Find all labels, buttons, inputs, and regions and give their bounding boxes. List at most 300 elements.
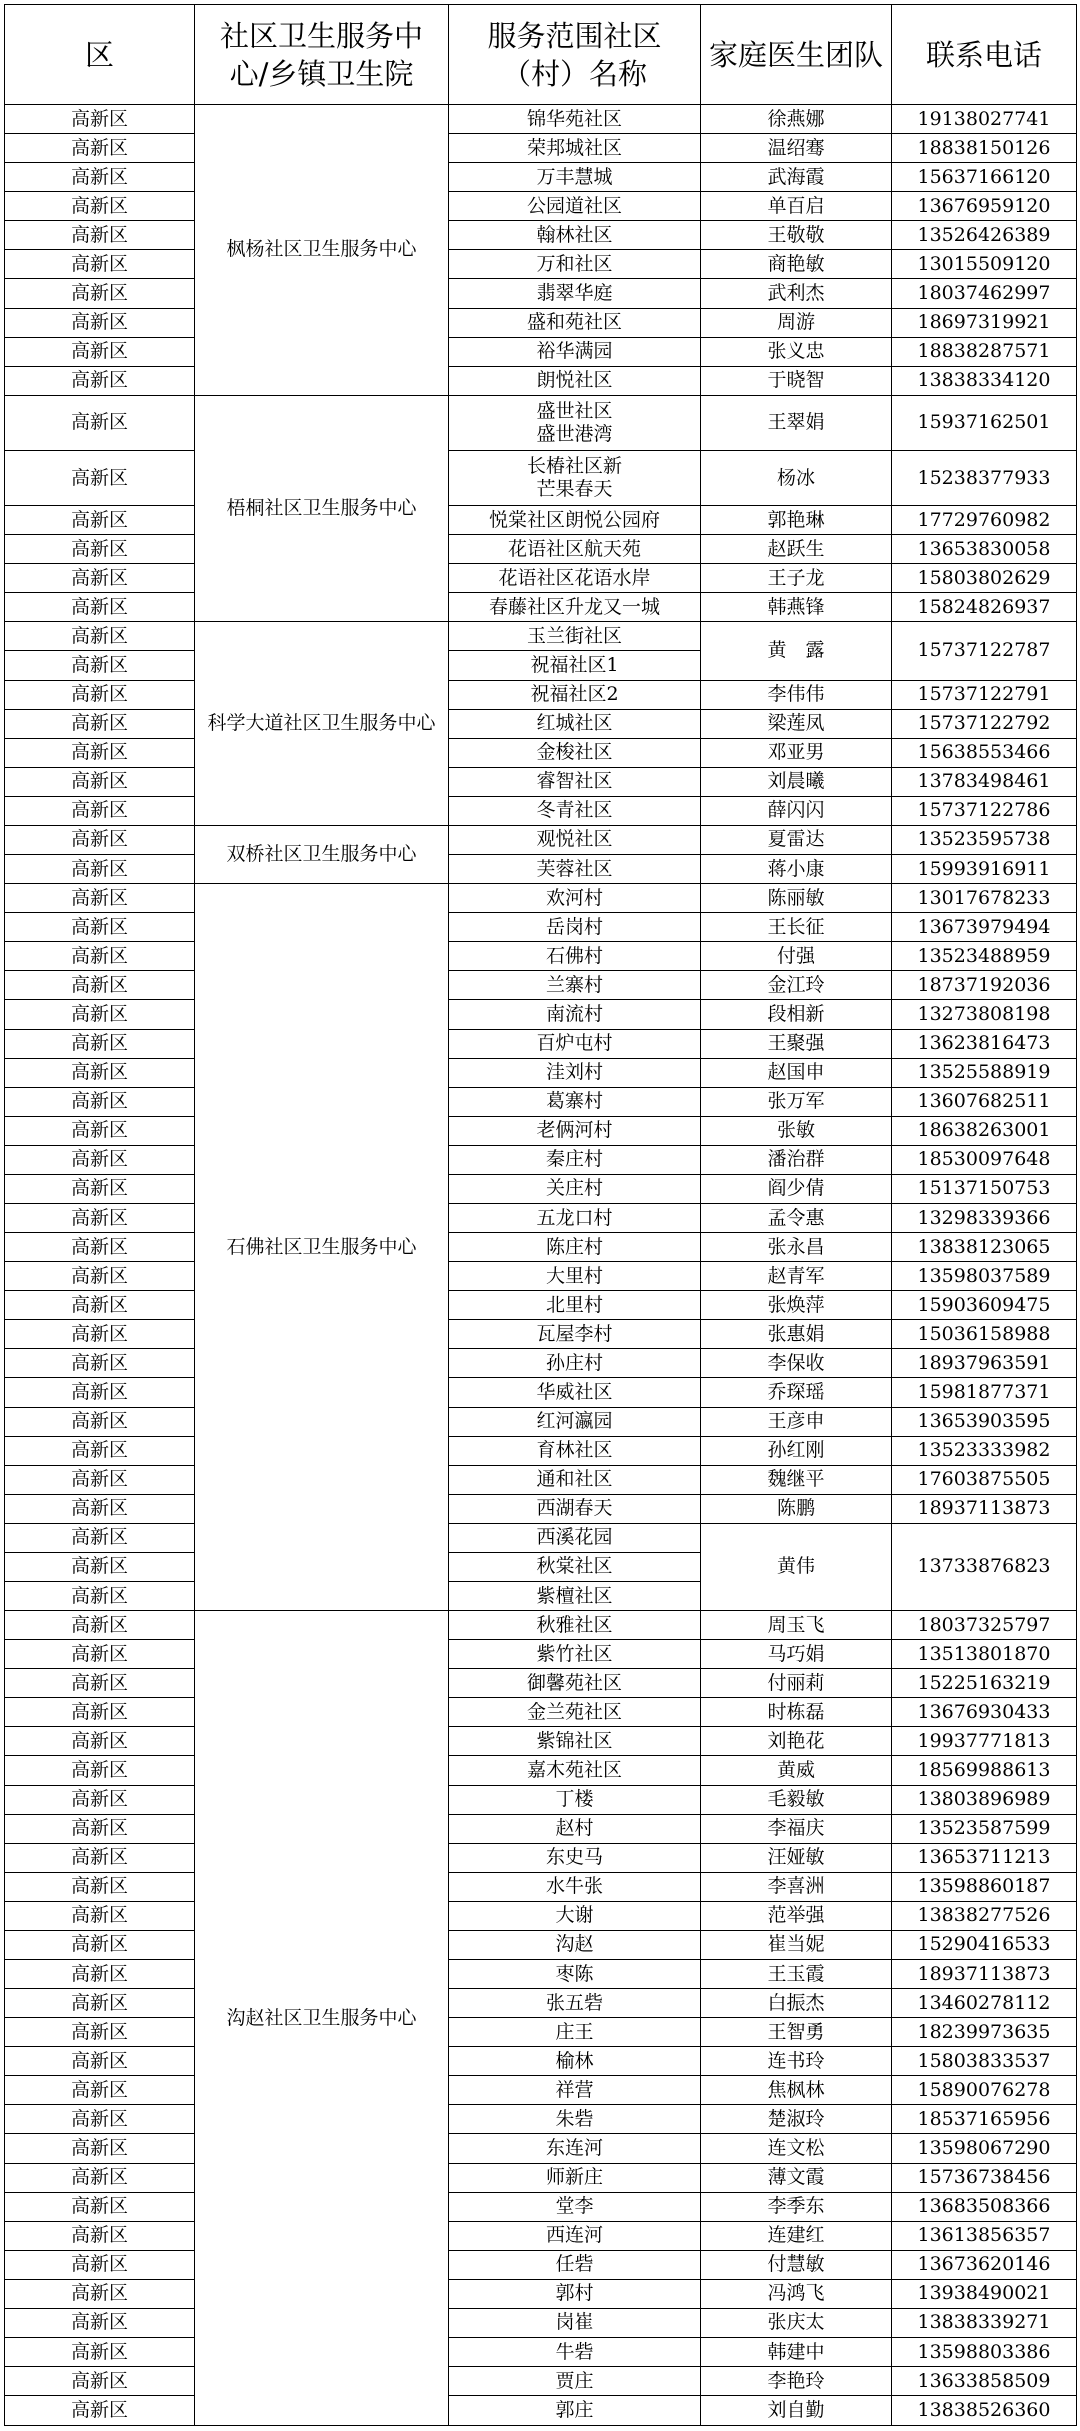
community-cell: 紫锦社区 [449,1727,701,1756]
community-cell: 育林社区 [449,1436,701,1465]
table-row [5,2279,1077,2308]
district-cell: 高新区 [5,1785,195,1814]
community-cell: 张五砦 [449,1989,701,2018]
community-cell: 葛寨村 [449,1087,701,1116]
table-row [5,1989,1077,2018]
phone-cell: 13633858509 [892,2367,1077,2396]
district-cell: 高新区 [5,1087,195,1116]
phone-cell: 13673979494 [892,913,1077,942]
district-cell: 高新区 [5,2221,195,2250]
header-row [5,5,1077,105]
team-cell: 李季东 [701,2192,892,2221]
phone-cell: 13653830058 [892,535,1077,564]
phone-cell: 13613856357 [892,2221,1077,2250]
table-row [5,1349,1077,1378]
district-cell: 高新区 [5,163,195,192]
community-cell: 兰寨村 [449,971,701,1000]
district-cell: 高新区 [5,1145,195,1174]
community-cell: 朗悦社区 [449,366,701,395]
team-cell: 夏雷达 [701,825,892,854]
community-cell: 南流村 [449,1000,701,1029]
phone-cell: 13523595738 [892,825,1077,854]
district-cell: 高新区 [5,2192,195,2221]
community-cell: 东连河 [449,2134,701,2163]
district-cell: 高新区 [5,1640,195,1669]
phone-cell: 13598803386 [892,2338,1077,2367]
community-cell: 沟赵 [449,1930,701,1959]
team-cell: 付丽莉 [701,1669,892,1698]
team-cell: 张万军 [701,1087,892,1116]
team-cell: 马巧娟 [701,1640,892,1669]
center-cell: 双桥社区卫生服务中心 [195,825,449,883]
table-row [5,680,1077,709]
table-row [5,2047,1077,2076]
team-cell: 付强 [701,942,892,971]
community-cell: 北里村 [449,1291,701,1320]
table-row [5,738,1077,767]
community-cell: 御馨苑社区 [449,1669,701,1698]
table-row [5,1320,1077,1349]
district-cell: 高新区 [5,1989,195,2018]
district-cell: 高新区 [5,2076,195,2105]
community-cell: 大谢 [449,1901,701,1930]
table-row [5,2134,1077,2163]
table-row [5,134,1077,163]
phone-cell: 19138027741 [892,105,1077,134]
table-row [5,2250,1077,2279]
district-cell: 高新区 [5,1262,195,1291]
district-cell: 高新区 [5,1320,195,1349]
table-row [5,1756,1077,1785]
center-cell: 石佛社区卫生服务中心 [195,884,449,1611]
phone-cell: 13653903595 [892,1407,1077,1436]
community-cell: 牛砦 [449,2338,701,2367]
table-row [5,1843,1077,1872]
community-cell: 金梭社区 [449,738,701,767]
phone-cell: 13598860187 [892,1872,1077,1901]
table-row [5,884,1077,913]
phone-cell: 19937771813 [892,1727,1077,1756]
community-cell: 石佛村 [449,942,701,971]
phone-cell: 17729760982 [892,506,1077,535]
district-cell: 高新区 [5,1523,195,1552]
phone-cell: 15036158988 [892,1320,1077,1349]
phone-cell: 13607682511 [892,1087,1077,1116]
team-cell: 焦枫林 [701,2076,892,2105]
table-row [5,1378,1077,1407]
district-cell: 高新区 [5,1494,195,1523]
district-cell: 高新区 [5,1465,195,1494]
phone-cell: 15737122787 [892,622,1077,680]
team-cell: 张义忠 [701,337,892,366]
team-cell: 王聚强 [701,1029,892,1058]
table-row [5,1116,1077,1145]
team-cell: 薛闪闪 [701,796,892,825]
phone-cell: 13623816473 [892,1029,1077,1058]
district-cell: 高新区 [5,1930,195,1959]
team-cell: 黄威 [701,1756,892,1785]
table-row [5,2396,1077,2426]
table-row [5,535,1077,564]
table-row [5,1901,1077,1930]
table-row [5,366,1077,395]
district-cell: 高新区 [5,1029,195,1058]
community-cell: 翡翠华庭 [449,279,701,308]
community-cell: 大里村 [449,1262,701,1291]
phone-cell: 13653711213 [892,1843,1077,1872]
community-cell: 西溪花园 [449,1523,701,1552]
district-cell: 高新区 [5,2250,195,2279]
team-cell: 韩燕锋 [701,593,892,622]
district-cell: 高新区 [5,1669,195,1698]
community-cell: 丁楼 [449,1785,701,1814]
community-cell: 花语社区花语水岸 [449,564,701,593]
phone-cell: 13838526360 [892,2396,1077,2426]
district-cell: 高新区 [5,1901,195,1930]
community-cell: 锦华苑社区 [449,105,701,134]
table-row [5,622,1077,651]
community-cell: 堂李 [449,2192,701,2221]
phone-cell: 13523333982 [892,1436,1077,1465]
community-cell: 西连河 [449,2221,701,2250]
team-cell: 阎少倩 [701,1174,892,1203]
district-cell: 高新区 [5,105,195,134]
phone-cell: 15903609475 [892,1291,1077,1320]
community-cell: 紫竹社区 [449,1640,701,1669]
phone-cell: 18838287571 [892,337,1077,366]
table-row [5,506,1077,535]
team-cell: 张焕萍 [701,1291,892,1320]
district-cell: 高新区 [5,1727,195,1756]
table-row [5,1145,1077,1174]
district-cell: 高新区 [5,1960,195,1989]
table-row [5,796,1077,825]
community-cell: 赵村 [449,1814,701,1843]
district-cell: 高新区 [5,913,195,942]
team-cell: 刘晨曦 [701,767,892,796]
phone-cell: 15637166120 [892,163,1077,192]
team-cell: 付慧敏 [701,2250,892,2279]
district-cell: 高新区 [5,2047,195,2076]
phone-cell: 13783498461 [892,767,1077,796]
table-row [5,1523,1077,1552]
table-row [5,2018,1077,2047]
phone-cell: 15638553466 [892,738,1077,767]
team-cell: 金江玲 [701,971,892,1000]
team-cell: 冯鸿飞 [701,2279,892,2308]
district-cell: 高新区 [5,855,195,884]
table-row [5,1465,1077,1494]
district-cell: 高新区 [5,622,195,651]
table-row [5,1203,1077,1232]
phone-cell: 13838339271 [892,2308,1077,2337]
community-cell: 秋雅社区 [449,1611,701,1640]
community-cell: 秦庄村 [449,1145,701,1174]
team-cell: 刘自勤 [701,2396,892,2426]
community-cell: 观悦社区 [449,825,701,854]
team-cell: 陈鹏 [701,1494,892,1523]
community-cell: 华威社区 [449,1378,701,1407]
community-cell: 孙庄村 [449,1349,701,1378]
phone-cell: 13598067290 [892,2134,1077,2163]
community-cell: 长椿社区新 芒果春天 [449,450,701,505]
district-cell: 高新区 [5,1814,195,1843]
table-row [5,2308,1077,2337]
district-cell: 高新区 [5,2279,195,2308]
district-cell: 高新区 [5,506,195,535]
table-row [5,1407,1077,1436]
table-row [5,1640,1077,1669]
table-row [5,308,1077,337]
community-cell: 郭村 [449,2279,701,2308]
table-row [5,192,1077,221]
phone-cell: 18937113873 [892,1960,1077,1989]
table-row [5,1872,1077,1901]
phone-cell: 15225163219 [892,1669,1077,1698]
team-cell: 王敬敬 [701,221,892,250]
table-row [5,1291,1077,1320]
community-cell: 岳岗村 [449,913,701,942]
table-row [5,855,1077,884]
team-cell: 连建红 [701,2221,892,2250]
community-cell: 盛世社区 盛世港湾 [449,395,701,450]
team-cell: 温绍骞 [701,134,892,163]
district-cell: 高新区 [5,680,195,709]
phone-cell: 18737192036 [892,971,1077,1000]
phone-cell: 15737122792 [892,709,1077,738]
table-row [5,1000,1077,1029]
center-cell: 科学大道社区卫生服务中心 [195,622,449,826]
phone-cell: 18569988613 [892,1756,1077,1785]
community-cell: 关庄村 [449,1174,701,1203]
team-cell: 连文松 [701,2134,892,2163]
phone-cell: 15290416533 [892,1930,1077,1959]
district-cell: 高新区 [5,2105,195,2134]
team-cell: 黄伟 [701,1523,892,1610]
phone-cell: 13838334120 [892,366,1077,395]
table-row [5,913,1077,942]
team-cell: 薄文霞 [701,2163,892,2192]
community-cell: 万和社区 [449,250,701,279]
phone-cell: 18638263001 [892,1116,1077,1145]
phone-cell: 15736738456 [892,2163,1077,2192]
phone-cell: 13673620146 [892,2250,1077,2279]
community-cell: 公园道社区 [449,192,701,221]
district-cell: 高新区 [5,279,195,308]
community-cell: 榆林 [449,2047,701,2076]
community-cell: 老俩河村 [449,1116,701,1145]
district-cell: 高新区 [5,395,195,450]
team-cell: 蒋小康 [701,855,892,884]
table-row [5,1785,1077,1814]
district-cell: 高新区 [5,1058,195,1087]
community-cell: 花语社区航天苑 [449,535,701,564]
team-cell: 段相新 [701,1000,892,1029]
phone-cell: 13683508366 [892,2192,1077,2221]
phone-cell: 13523488959 [892,942,1077,971]
district-cell: 高新区 [5,337,195,366]
district-cell: 高新区 [5,2338,195,2367]
team-cell: 梁莲凤 [701,709,892,738]
district-cell: 高新区 [5,1872,195,1901]
phone-cell: 15803802629 [892,564,1077,593]
district-cell: 高新区 [5,1203,195,1232]
team-cell: 韩建中 [701,2338,892,2367]
phone-cell: 13598037589 [892,1262,1077,1291]
district-cell: 高新区 [5,1581,195,1610]
team-cell: 单百启 [701,192,892,221]
table-row [5,593,1077,622]
community-cell: 芙蓉社区 [449,855,701,884]
table-row [5,1174,1077,1203]
phone-cell: 13938490021 [892,2279,1077,2308]
community-cell: 祝福社区1 [449,651,701,680]
table-row [5,250,1077,279]
team-cell: 魏继平 [701,1465,892,1494]
community-cell: 贾庄 [449,2367,701,2396]
district-cell: 高新区 [5,1843,195,1872]
phone-cell: 13513801870 [892,1640,1077,1669]
community-cell: 祥营 [449,2076,701,2105]
table-row [5,709,1077,738]
phone-cell: 13015509120 [892,250,1077,279]
team-cell: 孙红刚 [701,1436,892,1465]
header-phone: 联系电话 [892,5,1077,105]
table-row [5,825,1077,854]
table-row [5,942,1077,971]
district-cell: 高新区 [5,366,195,395]
community-cell: 五龙口村 [449,1203,701,1232]
team-cell: 白振杰 [701,1989,892,2018]
phone-cell: 13803896989 [892,1785,1077,1814]
phone-cell: 18037325797 [892,1611,1077,1640]
phone-cell: 13676930433 [892,1698,1077,1727]
team-cell: 潘治群 [701,1145,892,1174]
community-cell: 荣邦城社区 [449,134,701,163]
community-cell: 玉兰街社区 [449,622,701,651]
table-row [5,2163,1077,2192]
district-cell: 高新区 [5,450,195,505]
community-cell: 春藤社区升龙又一城 [449,593,701,622]
community-cell: 盛和苑社区 [449,308,701,337]
table-row [5,1669,1077,1698]
district-cell: 高新区 [5,1407,195,1436]
team-cell: 李艳玲 [701,2367,892,2396]
table-row [5,1494,1077,1523]
district-cell: 高新区 [5,192,195,221]
table-row [5,450,1077,505]
community-cell: 嘉木苑社区 [449,1756,701,1785]
table-row [5,1960,1077,1989]
center-cell: 梧桐社区卫生服务中心 [195,395,449,622]
team-cell: 王翠娟 [701,395,892,450]
header-community: 服务范围社区（村）名称 [449,5,701,105]
phone-cell: 15993916911 [892,855,1077,884]
team-cell: 汪娅敏 [701,1843,892,1872]
community-cell: 岗崔 [449,2308,701,2337]
team-cell: 张敏 [701,1116,892,1145]
team-cell: 楚淑玲 [701,2105,892,2134]
team-cell: 张惠娟 [701,1320,892,1349]
table-row [5,221,1077,250]
district-cell: 高新区 [5,767,195,796]
district-cell: 高新区 [5,1436,195,1465]
phone-cell: 13017678233 [892,884,1077,913]
team-cell: 陈丽敏 [701,884,892,913]
phone-cell: 15937162501 [892,395,1077,450]
district-cell: 高新区 [5,1000,195,1029]
phone-cell: 18697319921 [892,308,1077,337]
doctor-team-table [4,4,1077,2426]
table-row [5,1058,1077,1087]
phone-cell: 13676959120 [892,192,1077,221]
district-cell: 高新区 [5,134,195,163]
header-team: 家庭医生团队 [701,5,892,105]
table-row [5,1698,1077,1727]
community-cell: 红城社区 [449,709,701,738]
team-cell: 杨冰 [701,450,892,505]
team-cell: 王子龙 [701,564,892,593]
community-cell: 冬青社区 [449,796,701,825]
phone-cell: 13838277526 [892,1901,1077,1930]
phone-cell: 18937963591 [892,1349,1077,1378]
header-center: 社区卫生服务中心/乡镇卫生院 [195,5,449,105]
community-cell: 紫檀社区 [449,1581,701,1610]
district-cell: 高新区 [5,796,195,825]
district-cell: 高新区 [5,1116,195,1145]
table-row [5,1814,1077,1843]
team-cell: 邓亚男 [701,738,892,767]
district-cell: 高新区 [5,942,195,971]
community-cell: 睿智社区 [449,767,701,796]
community-cell: 水牛张 [449,1872,701,1901]
team-cell: 王智勇 [701,2018,892,2047]
phone-cell: 13523587599 [892,1814,1077,1843]
district-cell: 高新区 [5,1349,195,1378]
phone-cell: 18037462997 [892,279,1077,308]
phone-cell: 13460278112 [892,1989,1077,2018]
team-cell: 武利杰 [701,279,892,308]
table-row [5,1611,1077,1640]
table-row [5,1029,1077,1058]
team-cell: 武海霞 [701,163,892,192]
district-cell: 高新区 [5,1233,195,1262]
phone-cell: 13733876823 [892,1523,1077,1610]
district-cell: 高新区 [5,2396,195,2426]
district-cell: 高新区 [5,1378,195,1407]
district-cell: 高新区 [5,2163,195,2192]
team-cell: 赵国申 [701,1058,892,1087]
team-cell: 于晓智 [701,366,892,395]
phone-cell: 18239973635 [892,2018,1077,2047]
community-cell: 东史马 [449,1843,701,1872]
team-cell: 王玉霞 [701,1960,892,1989]
community-cell: 翰林社区 [449,221,701,250]
team-cell: 李保收 [701,1349,892,1378]
community-cell: 西湖春天 [449,1494,701,1523]
team-cell: 李喜洲 [701,1872,892,1901]
phone-cell: 15737122791 [892,680,1077,709]
phone-cell: 13525588919 [892,1058,1077,1087]
community-cell: 裕华满园 [449,337,701,366]
header-district: 区 [5,5,195,105]
community-cell: 百炉屯村 [449,1029,701,1058]
table-row [5,2338,1077,2367]
team-cell: 赵青军 [701,1262,892,1291]
team-cell: 郭艳琳 [701,506,892,535]
center-cell: 沟赵社区卫生服务中心 [195,1611,449,2426]
team-cell: 张永昌 [701,1233,892,1262]
